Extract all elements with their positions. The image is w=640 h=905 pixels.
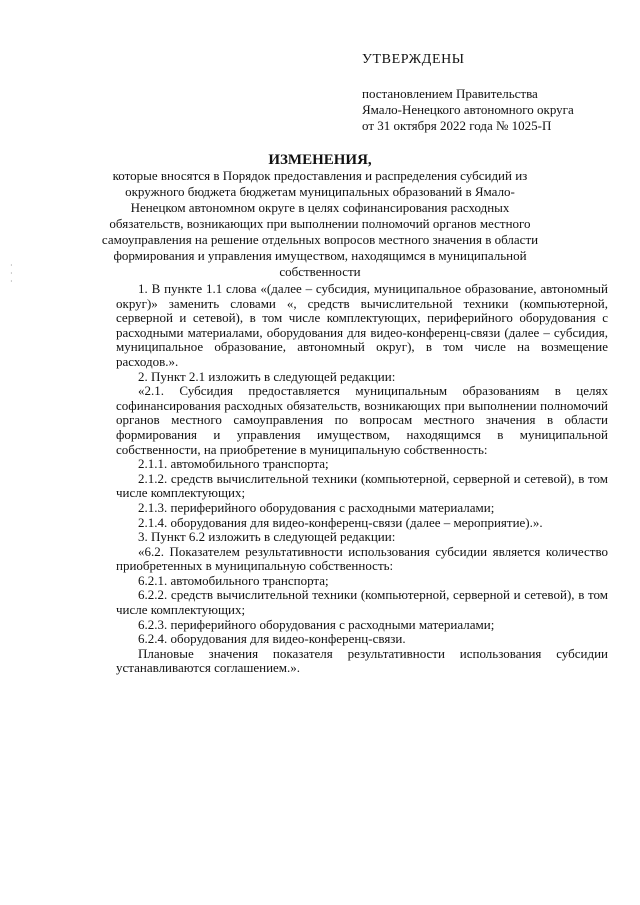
paragraph: 6.2.3. периферийного оборудования с расходными материалами; [138, 616, 495, 632]
approval-line: Ямало-Ненецкого автономного округа [362, 102, 574, 117]
paragraph: 3. Пункт 6.2 изложить в следующей редакции: [138, 529, 396, 545]
document-subtitle: которые вносятся в Порядок предоставления и распределения субсидий из окружного бюджета бюджетам муниципальных образований в Ямало-Ненецком автономном округе в целях софинансирования расходных обязательств, возникающих при выполнении полномочий органов местного самоуправления на решение отдельных вопросов местного значения в области формирования и управления имуществом, находящимся в муниципальной собственности [101, 168, 539, 279]
paragraph: 6.2.4. оборудования для видео-конференц-связи. [138, 631, 406, 647]
approval-line: постановлением Правительства [362, 86, 538, 101]
paragraph: 6.2.1. автомобильного транспорта; [138, 572, 329, 588]
paragraph: 2.1.3. периферийного оборудования с расходными материалами; [138, 499, 495, 515]
paragraph: 6.2.2. средств вычислительной техники (компьютерной, серверной и сетевой), в том числе комплектующих; [116, 587, 608, 618]
paragraph: 1. В пункте 1.1 слова «(далее – субсидия, муниципальное образование, автономный округ)» заменить словами «, средств вычислительной техники (компьютерной, серверной и сетевой), в том числе комплектующих, периферийного оборудования с расходными материалами, оборудования для видео-конференц-связи (далее – субсидия, муниципальное образование, автономный округ), в том числе на возмещение расходов.». [116, 281, 608, 369]
document-body [116, 282, 608, 676]
paragraph: 2.1.2. средств вычислительной техники (компьютерной, серверной и сетевой), в том числе комплектующих; [116, 470, 608, 501]
approval-heading: УТВЕРЖДЕНЫ [362, 52, 465, 67]
paragraph: 2.1.1. автомобильного транспорта; [138, 456, 329, 472]
approval-line: от 31 октября 2022 года № 1025-П [362, 118, 552, 133]
paragraph: «6.2. Показателем результативности использования субсидии является количество приобретенных в муниципальную собственность: [116, 543, 608, 574]
document-title: ИЗМЕНЕНИЯ, [268, 152, 372, 168]
approval-block [362, 52, 622, 134]
paragraph: «2.1. Субсидия предоставляется муниципальным образованиям в целях софинансирования расходных обязательств, возникающих при выполнении полномочий органов местного самоуправления по вопросам местного значения в области формирования и управления имуществом, находящимся в муниципальной собственности, на приобретение в муниципальную собственность: [116, 383, 608, 457]
paragraph: Плановые значения показателя результативности использования субсидии устанавливаются соглашением.». [116, 645, 608, 676]
paragraph: 2.1.4. оборудования для видео-конференц-связи (далее – мероприятие).». [138, 514, 543, 530]
margin-mark: · · · [10, 261, 13, 286]
paragraph: 2. Пункт 2.1 изложить в следующей редакции: [138, 368, 396, 384]
